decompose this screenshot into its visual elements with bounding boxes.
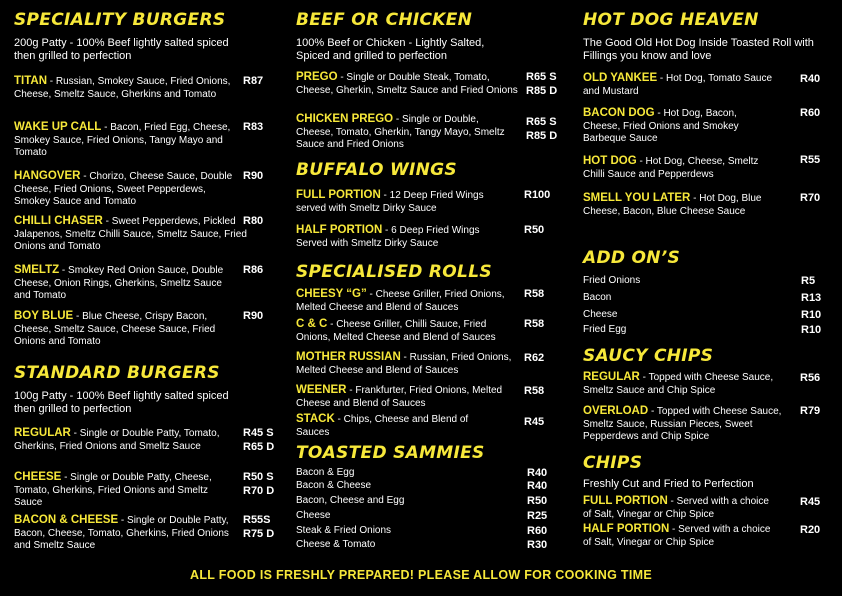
standard-title: STANDARD BURGERS <box>14 363 220 383</box>
sammies-row: Bacon & Cheese R40 <box>296 480 548 492</box>
menu-item: WAKE UP CALL - Bacon, Fried Egg, Cheese, Smokey Sauce, Fried Onions, Tangy Mayo and Tomato <box>14 121 231 158</box>
menu-item: HALF PORTION - 6 Deep Fried Wings Served with Smeltz Dirky Sauce <box>296 224 480 249</box>
addons-row: Cheese R10 <box>583 309 822 321</box>
item-price: R86 <box>243 264 264 276</box>
menu-item: BACON & CHEESE - Single or Double Patty, Bacon, Cheese, Tomato, Gherkins, Fried Onions and Smeltz Sauce <box>14 514 229 551</box>
item-price: R90 <box>243 170 264 182</box>
speciality-title: SPECIALITY BURGERS <box>14 10 226 30</box>
hotdog-title: HOT DOG HEAVEN <box>583 10 759 30</box>
item-price: R58 <box>524 288 545 300</box>
menu-item: REGULAR - Single or Double Patty, Tomato, Gherkins, Fried Onions and Smeltz Sauce <box>14 427 220 452</box>
speciality-desc: 200g Patty - 100% Beef lightly salted spiced then grilled to perfection <box>14 37 229 62</box>
menu-item: MOTHER RUSSIAN - Russian, Fried Onions, Melted Cheese and Blend of Sauces <box>296 351 512 376</box>
menu-item: CHEESY “G” - Cheese Griller, Fried Onions, Melted Cheese and Blend of Sauces <box>296 288 505 313</box>
item-price: R80 <box>243 215 264 227</box>
item-price: R60 <box>800 107 821 119</box>
menu-item: CHEESE - Single or Double Patty, Cheese, Tomato, Gherkins, Fried Onions and Smeltz Sauce <box>14 471 212 508</box>
item-price: R50 S R70 D <box>243 471 275 497</box>
menu-item: HANGOVER - Chorizo, Cheese Sauce, Double Cheese, Fried Onions, Sweet Pepperdews, Smokey Sauce and Tomato <box>14 170 233 207</box>
menu-item: SMELL YOU LATER - Hot Dog, Blue Cheese, Bacon, Blue Cheese Sauce <box>583 192 762 217</box>
standard-desc: 100g Patty - 100% Beef lightly salted spiced then grilled to perfection <box>14 390 229 415</box>
buffalo-title: BUFFALO WINGS <box>296 160 457 180</box>
menu-item: TITAN - Russian, Smokey Sauce, Fried Onions, Cheese, Smeltz Sauce, Gherkins and Tomato <box>14 75 231 100</box>
item-price: R45 S R65 D <box>243 427 275 453</box>
item-price: R55S R75 D <box>243 514 275 540</box>
chips-desc: Freshly Cut and Fried to Perfection <box>583 478 754 490</box>
item-price: R87 <box>243 75 264 87</box>
menu-item: CHILLI CHASER - Sweet Pepperdews, Pickled Jalapenos, Smeltz Chilli Sauce, Smeltz Sauce, Fried Onions and Tomato <box>14 215 247 252</box>
addons-row: Fried Onions R5 <box>583 275 816 287</box>
sammies-row: Cheese & Tomato R30 <box>296 539 548 551</box>
item-price: R45 <box>800 496 821 508</box>
hotdog-desc: The Good Old Hot Dog Inside Toasted Roll with Fillings you know and love <box>583 37 814 62</box>
item-price: R58 <box>524 385 545 397</box>
menu-item: FULL PORTION - Served with a choice of Salt, Vinegar or Chip Spice <box>583 495 769 520</box>
addons-row: Bacon R13 <box>583 292 822 304</box>
sammies-title: TOASTED SAMMIES <box>296 443 485 463</box>
menu-item: BACON DOG - Hot Dog, Bacon, Cheese, Fried Onions and Smokey Barbeque Sauce <box>583 107 739 144</box>
item-price: R58 <box>524 318 545 330</box>
item-price: R62 <box>524 352 545 364</box>
menu-item: FULL PORTION - 12 Deep Fried Wings served with Smeltz Dirky Sauce <box>296 189 484 214</box>
item-price: R56 <box>800 372 821 384</box>
menu-item: CHICKEN PREGO - Single or Double, Cheese, Tomato, Gherkin, Tangy Mayo, Smeltz Sauce and Fried Onions <box>296 113 505 150</box>
menu-item: HALF PORTION - Served with a choice of Salt, Vinegar or Chip Spice <box>583 523 771 548</box>
sammies-row: Steak & Fried Onions R60 <box>296 525 548 537</box>
menu-item: PREGO - Single or Double Steak, Tomato, Cheese, Gherkin, Smeltz Sauce and Fried Onions <box>296 71 518 96</box>
item-price: R55 <box>800 154 821 166</box>
item-price: R100 <box>524 189 551 201</box>
menu-item: STACK - Chips, Cheese and Blend of Sauces <box>296 413 469 438</box>
beef-chicken-desc: 100% Beef or Chicken - Lightly Salted, Spiced and grilled to perfection <box>296 37 485 62</box>
rolls-title: SPECIALISED ROLLS <box>296 262 492 282</box>
menu-item: REGULAR - Topped with Cheese Sauce, Smeltz Sauce and Chip Spice <box>583 371 774 396</box>
item-price: R50 <box>524 224 545 236</box>
menu-item: OVERLOAD - Topped with Cheese Sauce, Smeltz Sauce, Russian Pieces, Sweet Pepperdews and Chip Spice <box>583 405 782 442</box>
sammies-row: Bacon, Cheese and Egg R50 <box>296 495 548 507</box>
footer-notice: ALL FOOD IS FRESHLY PREPARED! PLEASE ALLOW FOR COOKING TIME <box>190 568 652 582</box>
item-price: R65 S R85 D <box>526 116 558 142</box>
menu-item: SMELTZ - Smokey Red Onion Sauce, Double Cheese, Onion Rings, Gherkins, Smeltz Sauce and Tomato <box>14 264 224 301</box>
menu-item: C & C - Cheese Griller, Chilli Sauce, Fried Onions, Melted Cheese and Blend of Sauces <box>296 318 496 343</box>
addons-title: ADD ON’S <box>583 248 681 268</box>
item-price: R20 <box>800 524 821 536</box>
item-price: R40 <box>800 73 821 85</box>
item-price: R45 <box>524 416 545 428</box>
beef-chicken-title: BEEF OR CHICKEN <box>296 10 473 30</box>
item-price: R83 <box>243 121 264 133</box>
menu-item: WEENER - Frankfurter, Fried Onions, Melted Cheese and Blend of Sauces <box>296 384 503 409</box>
saucy-title: SAUCY CHIPS <box>583 346 714 366</box>
menu-item: HOT DOG - Hot Dog, Cheese, Smeltz Chilli Sauce and Pepperdews <box>583 155 759 180</box>
item-price: R70 <box>800 192 821 204</box>
addons-row: Fried Egg R10 <box>583 324 822 336</box>
item-price: R79 <box>800 405 821 417</box>
chips-title: CHIPS <box>583 453 643 473</box>
item-price: R65 S R85 D <box>526 71 558 97</box>
sammies-row: Cheese R25 <box>296 510 548 522</box>
item-price: R90 <box>243 310 264 322</box>
menu-item: OLD YANKEE - Hot Dog, Tomato Sauce and Mustard <box>583 72 773 97</box>
sammies-row: Bacon & Egg R40 <box>296 467 548 479</box>
menu-item: BOY BLUE - Blue Cheese, Crispy Bacon, Cheese, Smeltz Sauce, Cheese Sauce, Fried Onions and Tomato <box>14 310 216 347</box>
